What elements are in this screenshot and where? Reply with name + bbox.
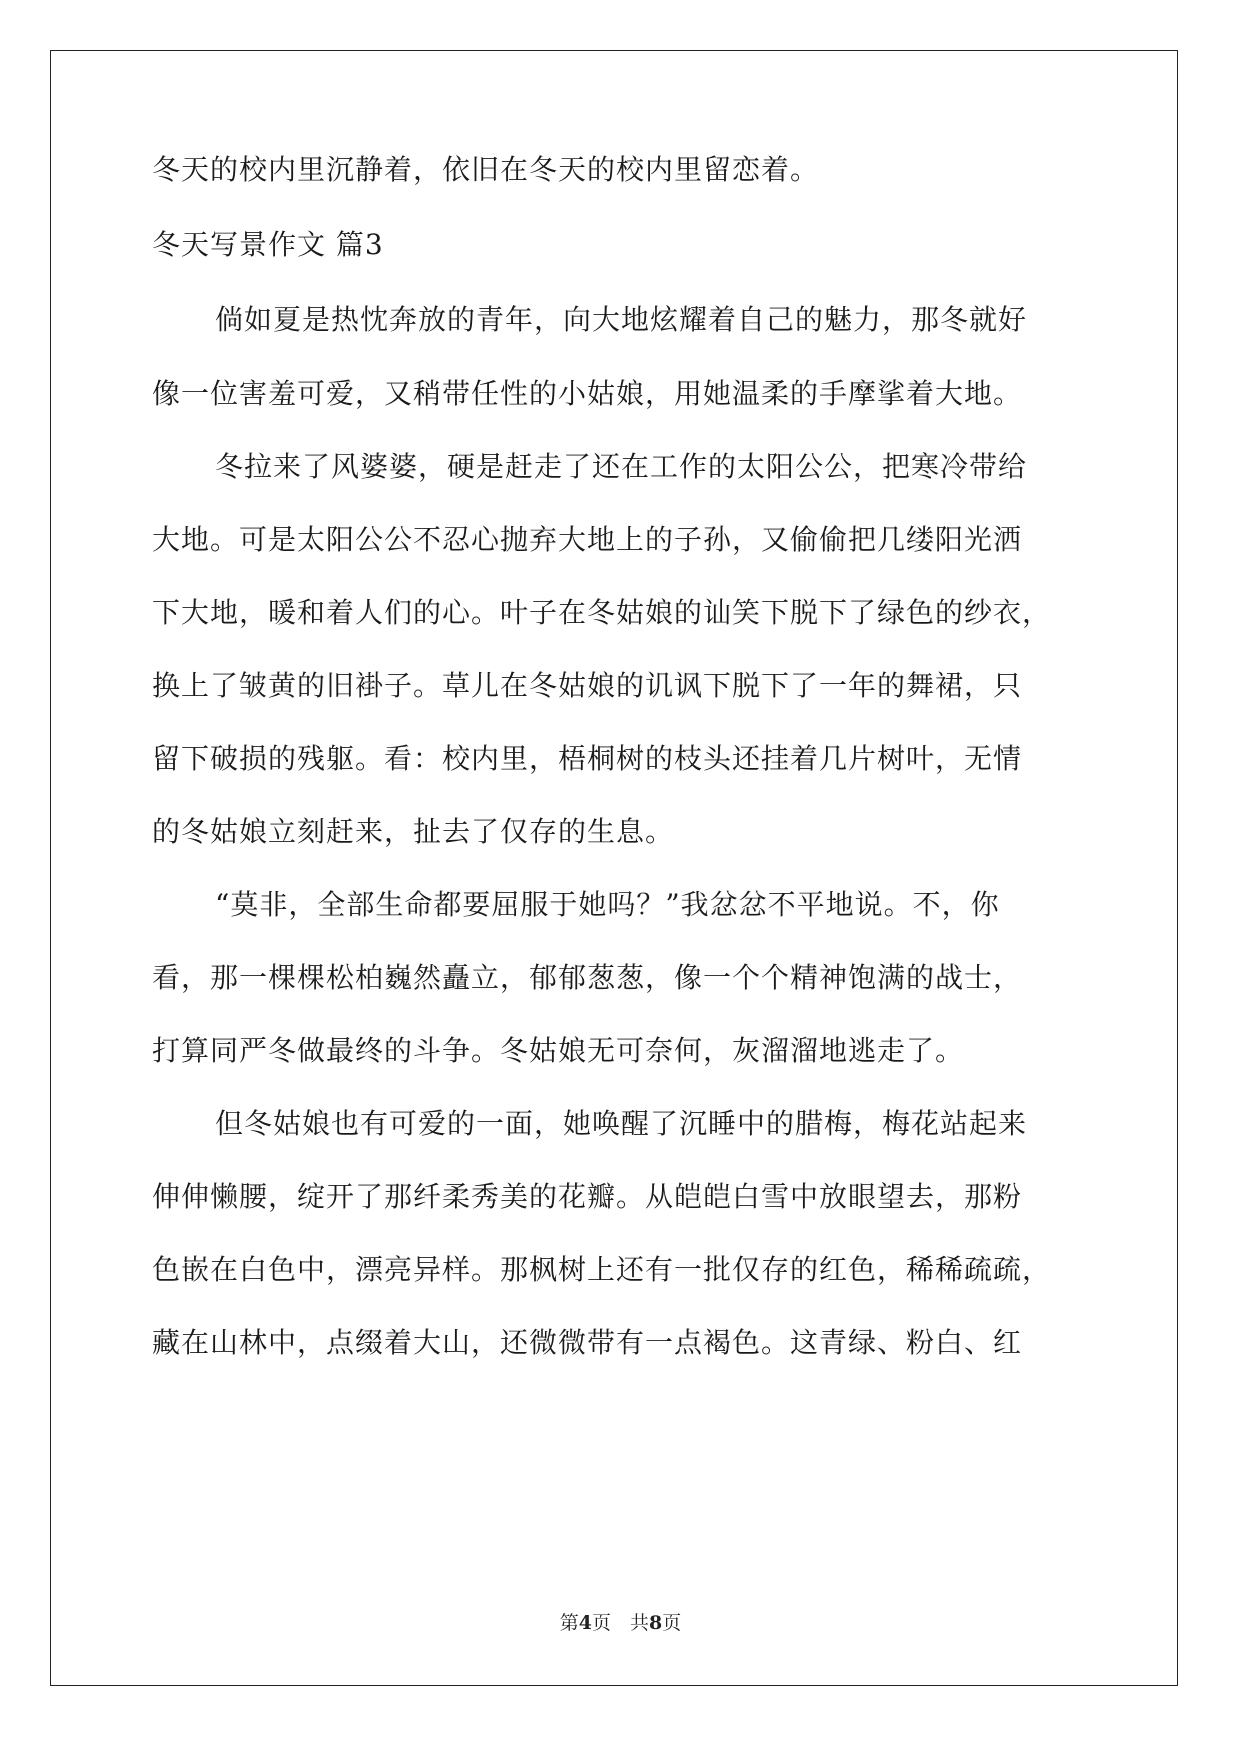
paragraph-3-line-2: 看，那一棵棵松柏巍然矗立，郁郁葱葱，像一个个精神饱满的战士， <box>152 961 1023 994</box>
paragraph-3-line-1: “莫非，全部生命都要屈服于她吗？”我忿忿不平地说。不，你 <box>215 888 1000 921</box>
paragraph-1-line-1: 倘如夏是热忱奔放的青年，向大地炫耀着自己的魅力，那冬就好 <box>215 303 1028 336</box>
paragraph-4-line-1: 但冬姑娘也有可爱的一面，她唤醒了沉睡中的腊梅，梅花站起来 <box>215 1107 1028 1140</box>
paragraph-4-line-2: 伸伸懒腰，绽开了那纤柔秀美的花瓣。从皑皑白雪中放眼望去，那粉 <box>152 1180 1023 1213</box>
footer-prefix: 第 <box>559 1612 579 1634</box>
paragraph-2-line-4: 换上了皱黄的旧褂子。草儿在冬姑娘的讥讽下脱下了一年的舞裙，只 <box>152 669 1023 702</box>
text-line-1: 冬天的校内里沉静着，依旧在冬天的校内里留恋着。 <box>152 153 820 186</box>
paragraph-3-line-3: 打算同严冬做最终的斗争。冬姑娘无可奈何，灰溜溜地逃走了。 <box>152 1034 965 1067</box>
footer-mid: 页 共 <box>591 1612 649 1634</box>
section-heading: 冬天写景作文 篇3 <box>152 228 384 261</box>
paragraph-2-line-5: 留下破损的残躯。看：校内里，梧桐树的枝头还挂着几片树叶，无情 <box>152 742 1023 775</box>
page-footer <box>0 1610 1241 1636</box>
paragraph-2-line-1: 冬拉来了风婆婆，硬是赶走了还在工作的太阳公公，把寒冷带给 <box>215 450 1028 483</box>
paragraph-4-line-4: 藏在山林中，点缀着大山，还微微带有一点褐色。这青绿、粉白、红 <box>152 1326 1023 1359</box>
footer-total-pages: 8 <box>649 1612 663 1634</box>
paragraph-2-line-6: 的冬姑娘立刻赶来，扯去了仅存的生息。 <box>152 815 675 848</box>
paragraph-2-line-3: 下大地，暖和着人们的心。叶子在冬姑娘的讪笑下脱下了绿色的纱衣， <box>152 596 1052 629</box>
page-border <box>50 50 1178 1686</box>
footer-suffix: 页 <box>662 1612 682 1634</box>
paragraph-2-line-2: 大地。可是太阳公公不忍心抛弃大地上的子孙，又偷偷把几缕阳光洒 <box>152 523 1023 556</box>
footer-page-number: 4 <box>578 1612 592 1634</box>
paragraph-1-line-2: 像一位害羞可爱，又稍带任性的小姑娘，用她温柔的手摩挲着大地。 <box>152 377 1023 410</box>
paragraph-4-line-3: 色嵌在白色中，漂亮异样。那枫树上还有一批仅存的红色，稀稀疏疏， <box>152 1253 1052 1286</box>
